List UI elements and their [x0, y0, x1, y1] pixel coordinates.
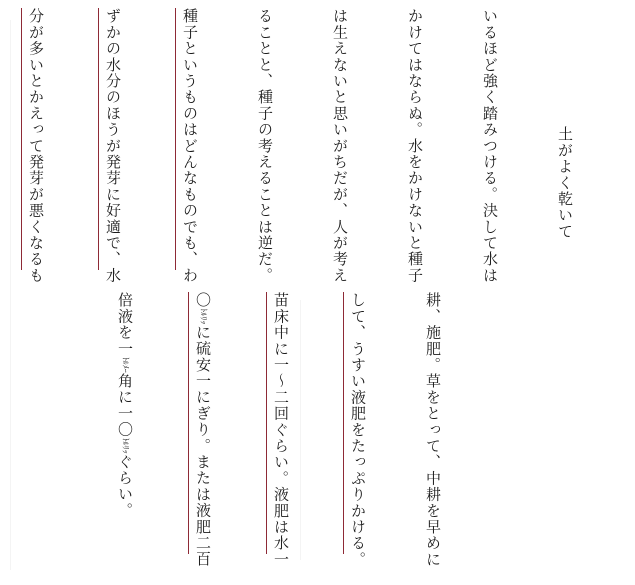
- text-segment: 角に一〇: [116, 372, 134, 438]
- ruby-unit-liter: ﾄﾙﾘｯ: [121, 437, 130, 454]
- text-line: は生えないと思いがちだが、人が考え: [331, 8, 349, 284]
- underlined-text-line: 種子というものはどんなものでも、わ: [175, 8, 202, 270]
- text-line: 土がよく乾いて: [556, 126, 574, 240]
- text-column-block-bottom: [62, 292, 495, 568]
- text-column-block-top: [0, 8, 627, 284]
- text-segment: に硫安一にぎり。または液肥二百: [194, 324, 212, 568]
- underlined-text-line: して、うすい液肥をたっぷりかける。: [343, 292, 370, 554]
- text-line: ることと、種子の考えることは逆だ。: [256, 8, 274, 284]
- text-line: かけてはならぬ。水をかけないと種子: [406, 8, 424, 284]
- underlined-text-line: [188, 292, 216, 568]
- underlined-text-line: 分が多いとかえって発芽が悪くなるも: [21, 8, 48, 270]
- text-segment: ぐらい。: [116, 453, 134, 519]
- underlined-text-line: 苗床中に一〜二回ぐらい。液肥は水一: [266, 292, 293, 554]
- bleed-through-shadow: [10, 20, 11, 570]
- text-segment: 〇: [194, 292, 212, 309]
- text-line: [112, 292, 138, 554]
- text-segment: 倍液を一: [116, 292, 134, 357]
- text-line: 耕、施肥。草をとって、中耕を早めに: [424, 292, 442, 568]
- ruby-unit-liter: ﾄﾙﾘｯ: [199, 308, 208, 325]
- bleed-through-shadow: [300, 300, 301, 560]
- text-line: いるほど強く踏みつける。決して水は: [481, 8, 499, 284]
- ruby-unit-meter: ﾄﾙﾒｰ: [121, 356, 130, 373]
- underlined-text-line: ずかの水分のほうが発芽に好適で、水: [98, 8, 125, 270]
